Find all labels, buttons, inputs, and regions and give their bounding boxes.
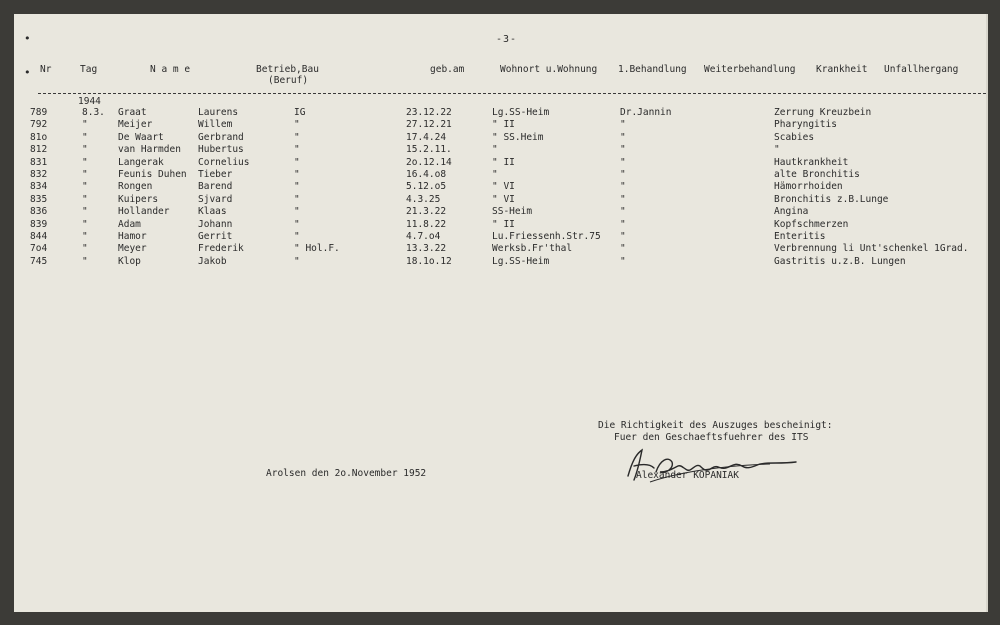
row-krankheit: Angina [774,206,809,218]
row-nr: 839 [30,218,48,230]
row-krankheit: alte Bronchitis [774,169,860,180]
row-surname: Hollander [118,206,170,218]
row-nr: 812 [30,144,48,156]
row-tag: " [82,119,88,131]
punch-mark: • [24,66,31,79]
row-tag: " [82,193,88,205]
row-geb: 11.8.22 [406,218,447,230]
row-wohnort: " [492,169,498,180]
table-row [0,206,1000,218]
table-row [0,194,1000,206]
row-behandlung: " [620,119,626,131]
page-number: -3- [496,34,518,45]
row-krankheit: Enteritis [774,231,826,242]
row-krankheit: Gastritis u.z.B. Lungen [774,255,906,267]
row-geb: 21.3.22 [406,206,447,218]
header-name: N a m e [150,64,191,75]
row-firstname: Gerbrand [198,131,244,143]
row-tag: " [82,255,88,267]
row-geb: 4.7.o4 [406,231,441,242]
row-krankheit: Kopfschmerzen [774,218,849,230]
row-wohnort: " II [492,156,515,168]
row-nr: 832 [30,169,48,180]
row-krankheit: Pharyngitis [774,119,837,131]
row-wohnort: SS-Heim [492,206,533,218]
table-row [0,132,1000,144]
row-wohnort: " SS.Heim [492,131,544,143]
certification-line-1: Die Richtigkeit des Auszuges bescheinigt: [598,420,833,431]
header-tag: Tag [80,64,98,75]
row-surname: Meijer [118,119,153,131]
row-betrieb: " [294,169,300,180]
row-wohnort: " [492,144,498,156]
row-firstname: Frederik [198,243,244,255]
certification-line-2: Fuer den Geschaeftsfuehrer des ITS [614,432,809,443]
row-behandlung: " [620,255,626,267]
row-surname: Klop [118,255,141,267]
row-nr: 789 [30,107,48,118]
row-tag: " [82,131,88,143]
header-beruf: (Beruf) [268,75,309,86]
row-behandlung: " [620,231,626,242]
header-nr: Nr [40,64,52,75]
row-nr: 81o [30,131,48,143]
table-row [0,107,1000,119]
row-behandlung: " [620,169,626,180]
row-nr: 831 [30,156,48,168]
table-row [0,181,1000,193]
signatory-name: Alexander KOPANIAK [636,470,739,481]
row-surname: Hamor [118,231,147,242]
row-betrieb: " [294,131,300,143]
row-tag: 8.3. [82,107,105,118]
table-row [0,169,1000,181]
row-geb: 18.1o.12 [406,255,452,267]
row-wohnort: Lu.Friessenh.Str.75 [492,231,601,242]
row-tag: " [82,206,88,218]
row-tag: " [82,169,88,180]
row-surname: van Harmden [118,144,181,156]
row-surname: Meyer [118,243,147,255]
table-row [0,157,1000,169]
row-wohnort: Lg.SS-Heim [492,107,550,118]
row-geb: 13.3.22 [406,243,447,255]
table-row [0,219,1000,231]
row-behandlung: " [620,144,626,156]
header-krankheit: Krankheit [816,64,868,75]
row-behandlung: Dr.Jannin [620,107,672,118]
row-firstname: Johann [198,218,233,230]
row-geb: 16.4.o8 [406,169,447,180]
row-tag: " [82,218,88,230]
row-firstname: Hubertus [198,144,244,156]
row-krankheit: Zerrung Kreuzbein [774,107,872,118]
row-betrieb: " [294,206,300,218]
row-firstname: Gerrit [198,231,233,242]
row-betrieb: " Hol.F. [294,243,340,255]
row-surname: Graat [118,107,147,118]
row-nr: 745 [30,255,48,267]
row-betrieb: " [294,218,300,230]
table-row [0,231,1000,243]
row-behandlung: " [620,193,626,205]
row-behandlung: " [620,181,626,193]
year-label: 1944 [78,96,101,107]
row-betrieb: " [294,156,300,168]
handwritten-signature [620,442,810,488]
header-weiter: Weiterbehandlung [704,64,796,75]
row-krankheit: " [774,144,780,156]
row-nr: 844 [30,231,48,242]
row-betrieb: IG [294,107,306,118]
row-tag: " [82,231,88,242]
row-firstname: Jakob [198,255,227,267]
row-firstname: Sjvard [198,193,233,205]
table-row [0,243,1000,255]
row-tag: " [82,144,88,156]
row-firstname: Barend [198,181,233,193]
row-wohnort: Lg.SS-Heim [492,255,550,267]
table-row [0,256,1000,268]
row-betrieb: " [294,193,300,205]
row-geb: 4.3.25 [406,193,441,205]
row-krankheit: Verbrennung li Unt'schenkel 1Grad. [774,243,969,255]
header-divider [38,93,986,94]
row-betrieb: " [294,255,300,267]
row-firstname: Cornelius [198,156,250,168]
row-nr: 836 [30,206,48,218]
row-geb: 15.2.11. [406,144,452,156]
document-page [14,14,988,612]
row-nr: 835 [30,193,48,205]
row-firstname: Willem [198,119,233,131]
row-behandlung: " [620,243,626,255]
row-surname: Langerak [118,156,164,168]
row-krankheit: Scabies [774,131,815,143]
row-behandlung: " [620,206,626,218]
table-row [0,119,1000,131]
row-behandlung: " [620,156,626,168]
row-surname: Adam [118,218,141,230]
punch-mark: • [24,32,31,45]
row-betrieb: " [294,231,300,242]
row-behandlung: " [620,218,626,230]
row-firstname: Klaas [198,206,227,218]
row-surname: Feunis Duhen [118,169,187,180]
row-nr: 792 [30,119,48,131]
row-geb: 2o.12.14 [406,156,452,168]
row-tag: " [82,156,88,168]
header-behandlung: 1.Behandlung [618,64,687,75]
row-surname: De Waart [118,131,164,143]
row-betrieb: " [294,181,300,193]
row-nr: 7o4 [30,243,48,255]
row-geb: 27.12.21 [406,119,452,131]
row-geb: 23.12.22 [406,107,452,118]
row-wohnort: " II [492,218,515,230]
header-geb: geb.am [430,64,465,75]
row-tag: " [82,243,88,255]
row-wohnort: " VI [492,193,515,205]
row-firstname: Tieber [198,169,233,180]
row-surname: Kuipers [118,193,159,205]
row-surname: Rongen [118,181,153,193]
row-tag: " [82,181,88,193]
row-geb: 17.4.24 [406,131,447,143]
row-behandlung: " [620,131,626,143]
table-row [0,144,1000,156]
row-geb: 5.12.o5 [406,181,447,193]
header-unfall: Unfallhergang [884,64,959,75]
row-krankheit: Hämorrhoiden [774,181,843,193]
row-wohnort: " VI [492,181,515,193]
row-krankheit: Bronchitis z.B.Lunge [774,193,889,205]
row-nr: 834 [30,181,48,193]
row-wohnort: Werksb.Fr'thal [492,243,573,255]
row-krankheit: Hautkrankheit [774,156,849,168]
row-firstname: Laurens [198,107,239,118]
header-betrieb: Betrieb,Bau [256,64,319,75]
row-wohnort: " II [492,119,515,131]
row-betrieb: " [294,119,300,131]
place-date: Arolsen den 2o.November 1952 [266,468,427,479]
header-wohnort: Wohnort u.Wohnung [500,64,598,75]
row-betrieb: " [294,144,300,156]
